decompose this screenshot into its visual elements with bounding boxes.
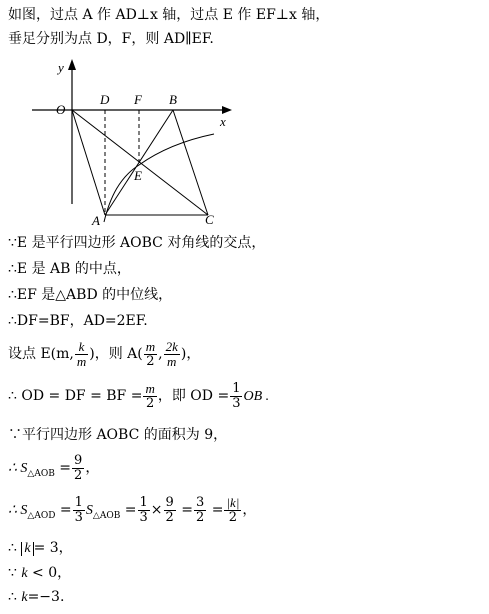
y-axis-arrow [68, 59, 76, 70]
s11-end: < 0， [27, 565, 72, 581]
s9-s: S [85, 503, 93, 518]
solution-step-1: ∵E 是平行四边形 AOBC 对角线的交点， [8, 235, 266, 251]
label-D: D [100, 92, 110, 107]
den: m [76, 353, 87, 369]
s5-mid: )，则 A( [89, 346, 143, 362]
s12-k: k [21, 590, 28, 605]
s9-sub2: △AOB [92, 511, 121, 521]
den: 3 [139, 509, 148, 525]
s10-pre: ∴ [8, 540, 22, 556]
s8-sub: △AOB [27, 469, 55, 479]
x-axis-arrow [222, 106, 232, 114]
s9-eq4: = [211, 502, 224, 518]
fraction-m-over-2 [144, 340, 157, 369]
solution-step-11 [8, 564, 71, 583]
s5-comma: , [158, 346, 163, 362]
s9-end: ， [242, 502, 257, 518]
fraction-9-over-2 [72, 454, 84, 483]
s11-k: k [21, 566, 28, 581]
solution-step-6 [8, 381, 269, 412]
solution-step-8 [8, 452, 99, 490]
num: 3 [196, 494, 205, 510]
solution-step-4: ∴DF=BF，AD=2EF. [8, 313, 148, 329]
s8-pre: ∴ S [8, 461, 28, 476]
num: 1 [232, 380, 241, 396]
label-A: A [92, 213, 100, 228]
num: 9 [165, 494, 174, 510]
fraction-1-over-3 [230, 382, 242, 411]
solution-step-7: ∵平行四边形 AOBC 的面积为 9， [8, 427, 228, 443]
problem-line-1: 如图，过点 A 作 AD⊥x 轴，过点 E 作 EF⊥x 轴， [8, 7, 330, 23]
den: 2 [146, 395, 155, 411]
num: m [145, 338, 156, 354]
fraction-3-over-2 [194, 496, 206, 525]
den: 2 [74, 467, 83, 483]
fraction-1-over-3 [73, 496, 85, 525]
label-x: x [220, 114, 226, 129]
s8-eq: = [59, 460, 72, 476]
s5-pre: 设点 E(m, [8, 346, 74, 362]
solution-step-3: ∴EF 是△ABD 的中位线， [8, 287, 173, 303]
fraction-absk-over-2 [224, 496, 241, 525]
fraction-1-over-3-b [138, 496, 150, 525]
solution-step-2: ∴E 是 AB 的中点， [8, 261, 131, 277]
fraction-2k-over-m [164, 340, 180, 369]
solution-step-5 [8, 339, 200, 369]
solution-step-9 [8, 494, 256, 532]
abs-k: k [21, 542, 33, 556]
s9-sub1: △AOD [27, 511, 56, 521]
s6-mid: ，即 OD = [157, 388, 230, 404]
num: 1 [139, 494, 148, 510]
s9-eq3: = [181, 502, 193, 518]
s6-pre: ∴ OD = DF = BF = [8, 388, 143, 404]
label-E: E [134, 168, 142, 183]
den: 3 [74, 509, 83, 525]
s12-pre: ∴ [8, 589, 22, 605]
s9-eq2: = [124, 502, 137, 518]
label-y: y [58, 60, 64, 75]
fraction-9-over-2 [164, 496, 176, 525]
s9-pre: ∴ S [8, 503, 28, 518]
s5-end: )， [180, 346, 201, 362]
num: 2k [165, 338, 178, 354]
s8-end: ， [85, 460, 100, 476]
den: m [167, 353, 177, 369]
solution-step-12 [8, 588, 64, 607]
label-C: C [205, 212, 214, 227]
label-F: F [134, 92, 142, 107]
num: 1 [74, 494, 83, 510]
label-B: B [169, 92, 177, 107]
geometry-figure [0, 52, 489, 232]
num: 9 [74, 452, 83, 468]
num: |k| [226, 494, 240, 510]
den: 2 [146, 353, 155, 369]
s11-pre: ∵ [8, 565, 22, 581]
s10-end: = 3， [33, 540, 73, 556]
s6-end: OB . [243, 389, 270, 404]
segment-OC [72, 110, 208, 215]
den: 2 [165, 509, 174, 525]
label-O: O [56, 102, 66, 117]
s9-times: × [150, 502, 163, 518]
fraction-k-over-m [75, 340, 88, 369]
s12-end: =−3. [27, 589, 65, 605]
segment-OA [72, 110, 105, 215]
num: m [145, 380, 155, 396]
den: 3 [232, 395, 241, 411]
den: 2 [196, 509, 205, 525]
solution-step-10 [8, 539, 73, 557]
s9-eq1: = [59, 502, 72, 518]
segment-BC [173, 110, 208, 215]
den: 2 [228, 509, 238, 525]
fraction-m-over-2 [143, 382, 156, 411]
num: k [75, 340, 88, 355]
problem-line-2: 垂足分别为点 D，F，则 AD∥EF. [8, 31, 214, 47]
